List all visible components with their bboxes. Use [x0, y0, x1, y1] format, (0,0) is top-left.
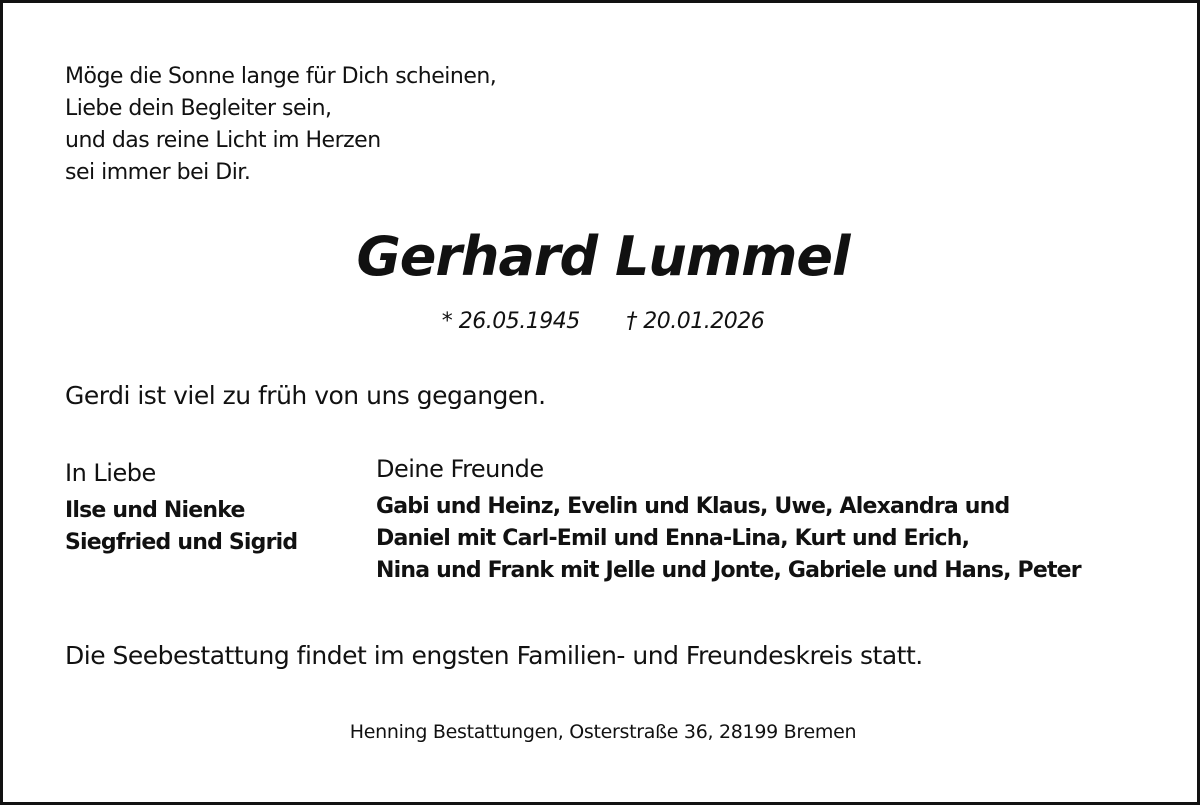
family-name-line: Ilse und Nienke [65, 498, 245, 523]
life-dates [3, 309, 1200, 334]
death-date: † 20.01.2026 [626, 309, 765, 334]
poem-line: sei immer bei Dir. [65, 160, 251, 185]
friends-name-line: Gabi und Heinz, Evelin und Klaus, Uwe, Alexandra und [376, 494, 1010, 519]
friends-name-line: Nina und Frank mit Jelle und Jonte, Gabriele und Hans, Peter [376, 558, 1081, 583]
friends-heading: Deine Freunde [376, 455, 544, 483]
poem-line: und das reine Licht im Herzen [65, 128, 381, 153]
family-section [65, 459, 297, 559]
deceased-name: Gerhard Lummel [356, 225, 850, 288]
friends-name-line: Daniel mit Carl-Emil und Enna-Lina, Kurt und Erich, [376, 526, 970, 551]
birth-date: * 26.05.1945 [441, 309, 580, 334]
friends-names [376, 491, 1081, 587]
poem [65, 61, 496, 189]
burial-text: Die Seebestattung findet im engsten Familien- und Freundeskreis statt. [65, 641, 923, 670]
poem-line: Möge die Sonne lange für Dich scheinen, [65, 64, 497, 89]
family-name-line: Siegfried und Sigrid [65, 530, 298, 555]
family-names [65, 495, 297, 559]
undertaker-info: Henning Bestattungen, Osterstraße 36, 28199 Bremen [349, 721, 857, 743]
poem-line: Liebe dein Begleiter sein, [65, 96, 332, 121]
friends-section [376, 455, 1081, 587]
intro-text: Gerdi ist viel zu früh von uns gegangen. [65, 381, 546, 410]
family-heading: In Liebe [65, 459, 156, 487]
